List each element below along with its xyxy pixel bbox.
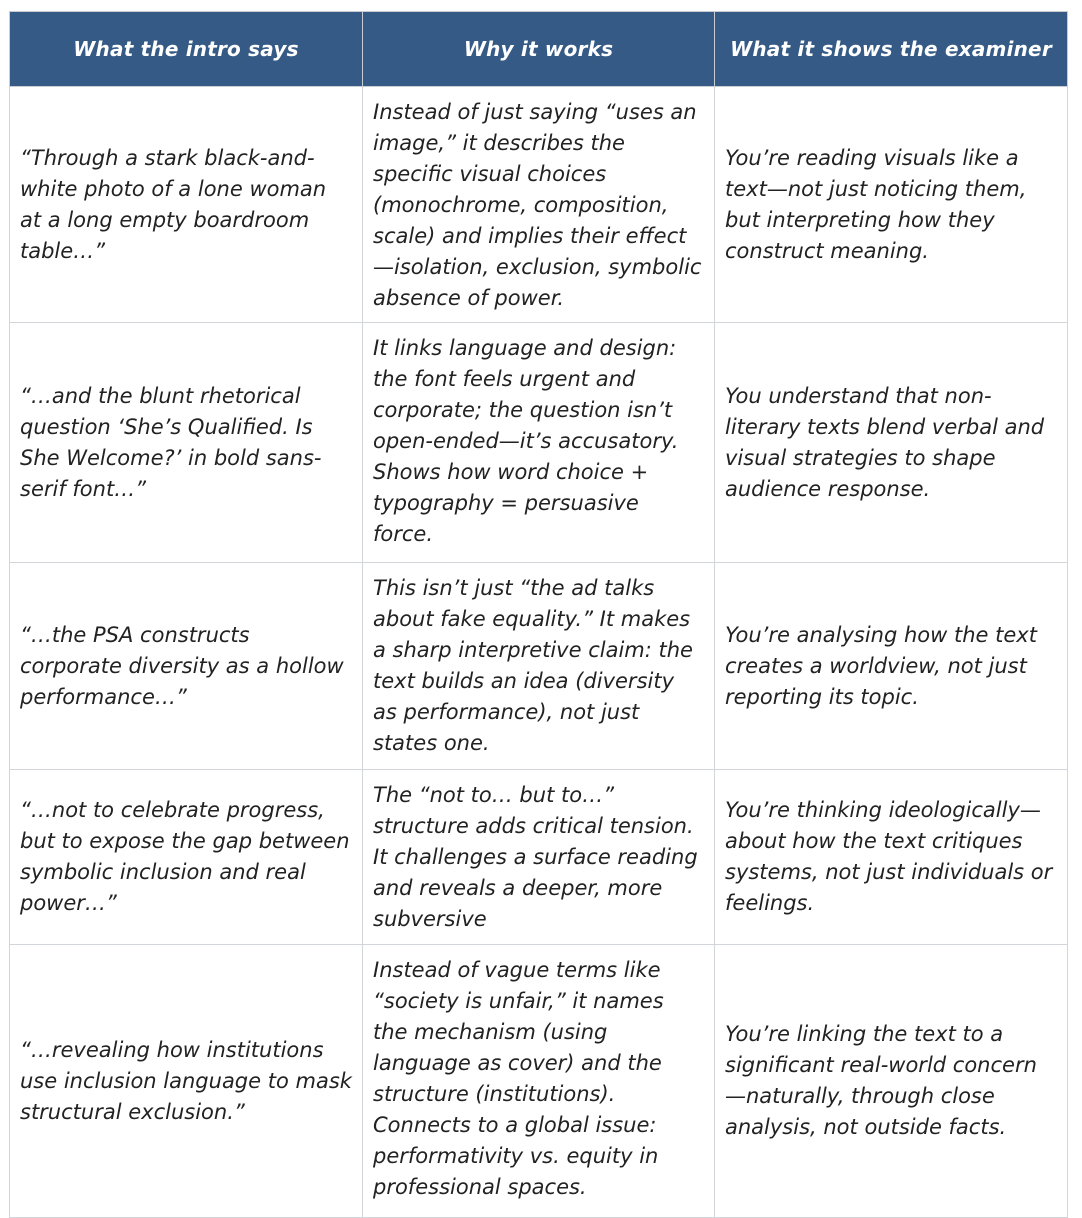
shows-cell: You’re thinking ideologically—about how the text critiques systems, not just individuals or feelings. <box>715 770 1068 945</box>
why-cell <box>363 323 715 563</box>
intro-cell: “Through a stark black-and-white photo of a lone woman at a long empty boardroom table…” <box>10 87 363 323</box>
shows-cell: You’re reading visuals like a text—not just noticing them, but interpreting how they construct meaning. <box>715 87 1068 323</box>
header-what-it-shows: What it shows the examiner <box>715 12 1068 87</box>
intro-cell: “…the PSA constructs corporate diversity as a hollow performance…” <box>10 563 363 770</box>
why-cell <box>363 563 715 770</box>
why-text: Instead of vague terms like “society is unfair,” it names the mechanism (using language as cover) and the structure (institutions). Connects to a global issue: performativity vs. equity in professional spaces. <box>373 958 664 1199</box>
table-row <box>10 87 1068 323</box>
analysis-table-wrapper <box>9 11 1067 1218</box>
table-row <box>10 323 1068 563</box>
why-text: Instead of just saying “uses an image,” it describes the specific visual choices (monochrome, composition, scale) and implies their effect—isolation, exclusion, symbolic absence of power. <box>373 100 702 310</box>
table-row <box>10 770 1068 945</box>
intro-cell: “…not to celebrate progress, but to expose the gap between symbolic inclusion and real power…” <box>10 770 363 945</box>
header-what-intro-says: What the intro says <box>10 12 363 87</box>
intro-cell: “…revealing how institutions use inclusion language to mask structural exclusion.” <box>10 945 363 1218</box>
why-text: It links language and design: the font feels urgent and corporate; the question isn’t open-ended—it’s accusatory. Shows how word choice + typography = persuasive force. <box>373 336 679 546</box>
shows-cell: You understand that non-literary texts blend verbal and visual strategies to shape audience response. <box>715 323 1068 563</box>
shows-cell: You’re linking the text to a significant real-world concern—naturally, through close analysis, not outside facts. <box>715 945 1068 1218</box>
why-cell <box>363 770 715 945</box>
intro-cell: “…and the blunt rhetorical question ‘She’s Qualified. Is She Welcome?’ in bold sans-serif font…” <box>10 323 363 563</box>
table-header-row <box>10 12 1068 87</box>
why-cell <box>363 945 715 1218</box>
analysis-table <box>9 11 1068 1218</box>
table-row <box>10 563 1068 770</box>
why-text: This isn’t just “the ad talks about fake equality.” It makes a sharp interpretive claim: the text builds an idea (diversity as performance), not just states one. <box>373 576 693 755</box>
table-row <box>10 945 1068 1218</box>
header-why-it-works: Why it works <box>363 12 715 87</box>
shows-cell: You’re analysing how the text creates a worldview, not just reporting its topic. <box>715 563 1068 770</box>
why-cell <box>363 87 715 323</box>
why-text: The “not to… but to…” structure adds critical tension. It challenges a surface reading and reveals a deeper, more subversive <box>373 783 698 931</box>
